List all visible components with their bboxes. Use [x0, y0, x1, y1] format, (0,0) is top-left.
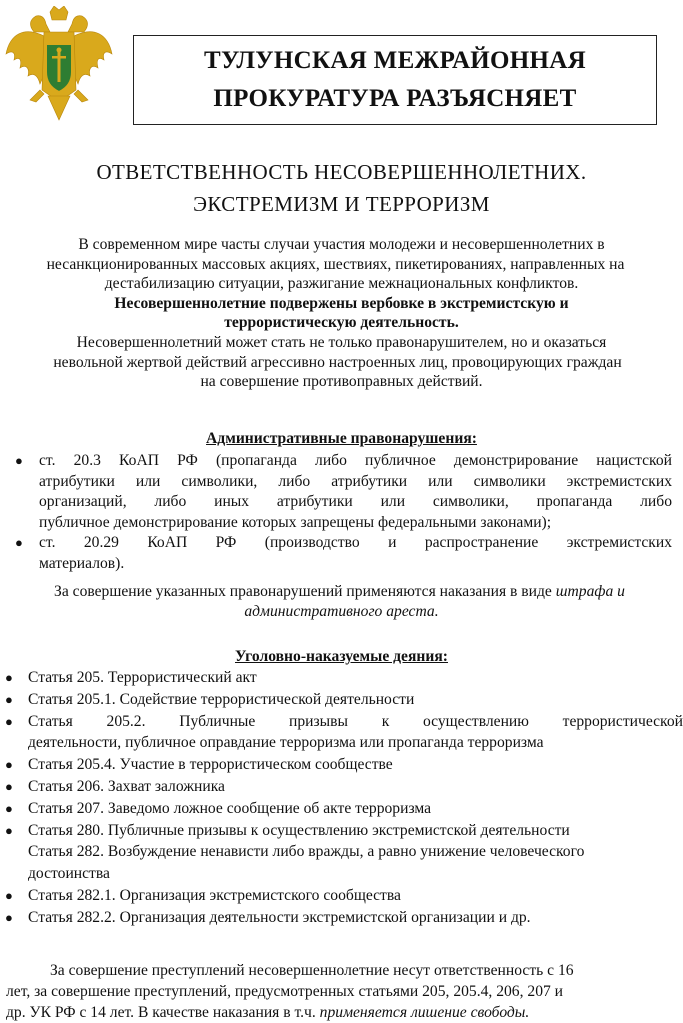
title-line-1: ОТВЕТСТВЕННОСТЬ НЕСОВЕРШЕННОЛЕТНИХ.: [96, 160, 587, 184]
criminal-item-line: Статья 207. Заведомо ложное сообщение об акте терроризма: [28, 799, 432, 817]
intro-paragraph: [0, 235, 683, 392]
list-item: [0, 885, 683, 907]
admin-item-line: организаций, либо иных атрибутики или символики, пропаганда либо: [39, 493, 672, 511]
intro-line: дестабилизацию ситуации, разжигание межнациональных конфликтов.: [104, 275, 579, 293]
criminal-item-line: Статья 280. Публичные призывы к осуществлению экстремистской деятельности: [28, 821, 570, 839]
intro-bold-line: террористическую деятельность.: [224, 314, 459, 332]
list-item: [0, 820, 683, 885]
prosecutor-eagle-emblem-icon: [4, 6, 114, 122]
bullet-icon: ●: [5, 909, 13, 925]
footer-line: [0, 1002, 683, 1023]
bullet-icon: ●: [15, 453, 23, 468]
intro-line: В современном мире часты случаи участия молодежи и несовершеннолетних в: [78, 236, 605, 253]
footer-paragraph: [0, 960, 683, 1023]
title-line-2: ЭКСТРЕМИЗМ И ТЕРРОРИЗМ: [193, 192, 490, 216]
footer-italic: применяется лишение свободы.: [319, 1004, 530, 1021]
list-item: [0, 667, 683, 689]
penalty-line: [0, 582, 683, 602]
list-item: [12, 451, 672, 533]
criminal-heading: Уголовно-наказуемые деяния:: [235, 648, 448, 665]
admin-penalty: [0, 582, 683, 621]
penalty-italic: штрафа и: [555, 583, 625, 600]
list-item: [0, 776, 683, 798]
criminal-item-line: Статья 205.1. Содействие террористической деятельности: [28, 690, 415, 708]
bullet-icon: ●: [5, 778, 13, 794]
bullet-icon: ●: [5, 691, 13, 707]
criminal-item-line: достоинства: [28, 865, 110, 883]
criminal-item-line: Статья 206. Захват заложника: [28, 777, 225, 795]
intro-line: несанкционированных массовых акциях, шествиях, пикетированиях, направленных на: [46, 255, 625, 273]
admin-item-line: материалов).: [39, 554, 125, 572]
criminal-item-line: деятельности, публичное оправдание терроризма или пропаганда терроризма: [28, 734, 544, 752]
intro-bold-line: Несовершеннолетние подвержены вербовке в экстремистскую и: [114, 294, 569, 312]
criminal-item-line: Статья 205.4. Участие в террористическом сообществе: [28, 756, 393, 774]
bullet-icon: ●: [15, 535, 23, 551]
criminal-item-line: Статья 282.1. Организация экстремистского сообщества: [28, 886, 401, 904]
admin-item-line: ст. 20.3 КоАП РФ (пропаганда либо публичное демонстрирование нацистской: [39, 452, 672, 469]
criminal-item-line: Статья 282. Возбуждение ненависти либо вражды, а равно унижение человеческого: [28, 843, 585, 861]
list-item: [0, 689, 683, 711]
list-item: [0, 907, 683, 929]
list-item: [0, 754, 683, 776]
bullet-icon: ●: [5, 670, 13, 685]
bullet-icon: ●: [5, 757, 13, 773]
header-line-2: ПРОКУРАТУРА РАЗЪЯСНЯЕТ: [213, 85, 577, 112]
bullet-icon: ●: [5, 800, 13, 816]
footer-line: лет, за совершение преступлений, предусмотренных статьями 205, 205.4, 206, 207 и: [6, 983, 564, 1000]
admin-item-line: публичное демонстрирование которых запрещены федеральными законами);: [39, 513, 552, 531]
penalty-text: За совершение указанных правонарушений применяются наказания в виде: [54, 583, 556, 600]
admin-item-line: ст. 20.29 КоАП РФ (производство и распространение экстремистских: [39, 534, 672, 552]
admin-list: [12, 451, 672, 575]
intro-line: невольной жертвой действий агрессивно настроенных лиц, провоцирующих граждан: [53, 353, 622, 371]
document-title: [0, 156, 683, 220]
bullet-icon: ●: [5, 887, 13, 903]
criminal-item-line: Статья 205. Террористический акт: [28, 669, 257, 686]
intro-line: на совершение противоправных действий.: [200, 373, 483, 391]
footer-text: др. УК РФ с 14 лет. В качестве наказания в т.ч.: [6, 1004, 320, 1021]
bullet-icon: ●: [5, 713, 13, 729]
list-item: [12, 533, 672, 574]
admin-heading: Административные правонарушения:: [206, 430, 477, 447]
penalty-italic-line: административного ареста.: [244, 602, 439, 620]
intro-line: Несовершеннолетний может стать не только правонарушителем, но и оказаться: [76, 333, 607, 351]
bullet-icon: ●: [5, 822, 13, 838]
list-item: [0, 711, 683, 755]
admin-item-line: атрибутики или символики, либо атрибутики или символики экстремистских: [39, 472, 672, 490]
footer-line: За совершение преступлений несовершеннолетние несут ответственность с 16: [50, 962, 574, 979]
criminal-item-line: Статья 205.2. Публичные призывы к осуществлению террористической: [28, 712, 683, 730]
header-banner: [133, 35, 657, 125]
criminal-item-line: Статья 282.2. Организация деятельности экстремистской организации и др.: [28, 908, 531, 926]
criminal-list: [0, 667, 683, 929]
header-line-1: ТУЛУНСКАЯ МЕЖРАЙОННАЯ: [204, 47, 586, 74]
list-item: [0, 798, 683, 820]
